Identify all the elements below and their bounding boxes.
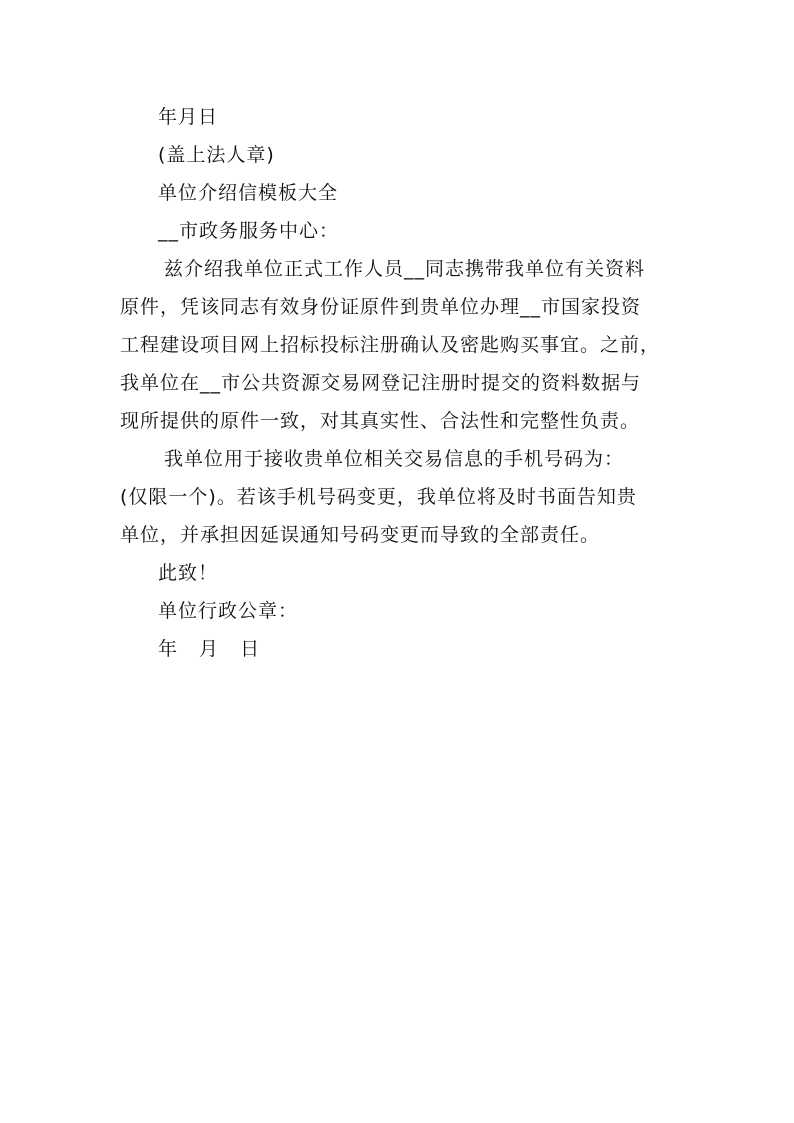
paragraph-1-line: 工程建设项目网上招标投标注册确认及密匙购买事宜。之前， bbox=[120, 334, 661, 356]
paragraph-1-line: 我单位在__市公共资源交易网登记注册时提交的资料数据与 bbox=[120, 372, 642, 394]
paragraph-1-line: 原件，凭该同志有效身份证原件到贵单位办理__市国家投资 bbox=[120, 296, 642, 318]
paragraph-1-line: 现所提供的原件一致，对其真实性、合法性和完整性负责。 bbox=[120, 410, 641, 432]
seal-note: (盖上法人章) bbox=[158, 144, 275, 166]
paragraph-2-line: 我单位用于接收贵单位相关交易信息的手机号码为： bbox=[164, 448, 625, 470]
paragraph-1-line: 兹介绍我单位正式工作人员__同志携带我单位有关资料 bbox=[164, 258, 646, 280]
letter-body bbox=[120, 98, 676, 668]
body-paragraph-2 bbox=[120, 440, 676, 554]
closing-line: 此致！ bbox=[158, 562, 219, 584]
recipient-line: __市政务服务中心： bbox=[158, 220, 340, 242]
paragraph-2-line: (仅限一个)。若该手机号码变更，我单位将及时书面告知贵 bbox=[120, 486, 637, 508]
date-line-bottom: 年 月 日 bbox=[158, 638, 261, 660]
signature-label: 单位行政公章： bbox=[158, 600, 299, 622]
letter-title: 单位介绍信模板大全 bbox=[158, 182, 339, 204]
body-paragraph-1 bbox=[120, 250, 676, 440]
paragraph-2-line: 单位，并承担因延误通知号码变更而导致的全部责任。 bbox=[120, 524, 601, 546]
date-line-top: 年月日 bbox=[158, 106, 219, 128]
